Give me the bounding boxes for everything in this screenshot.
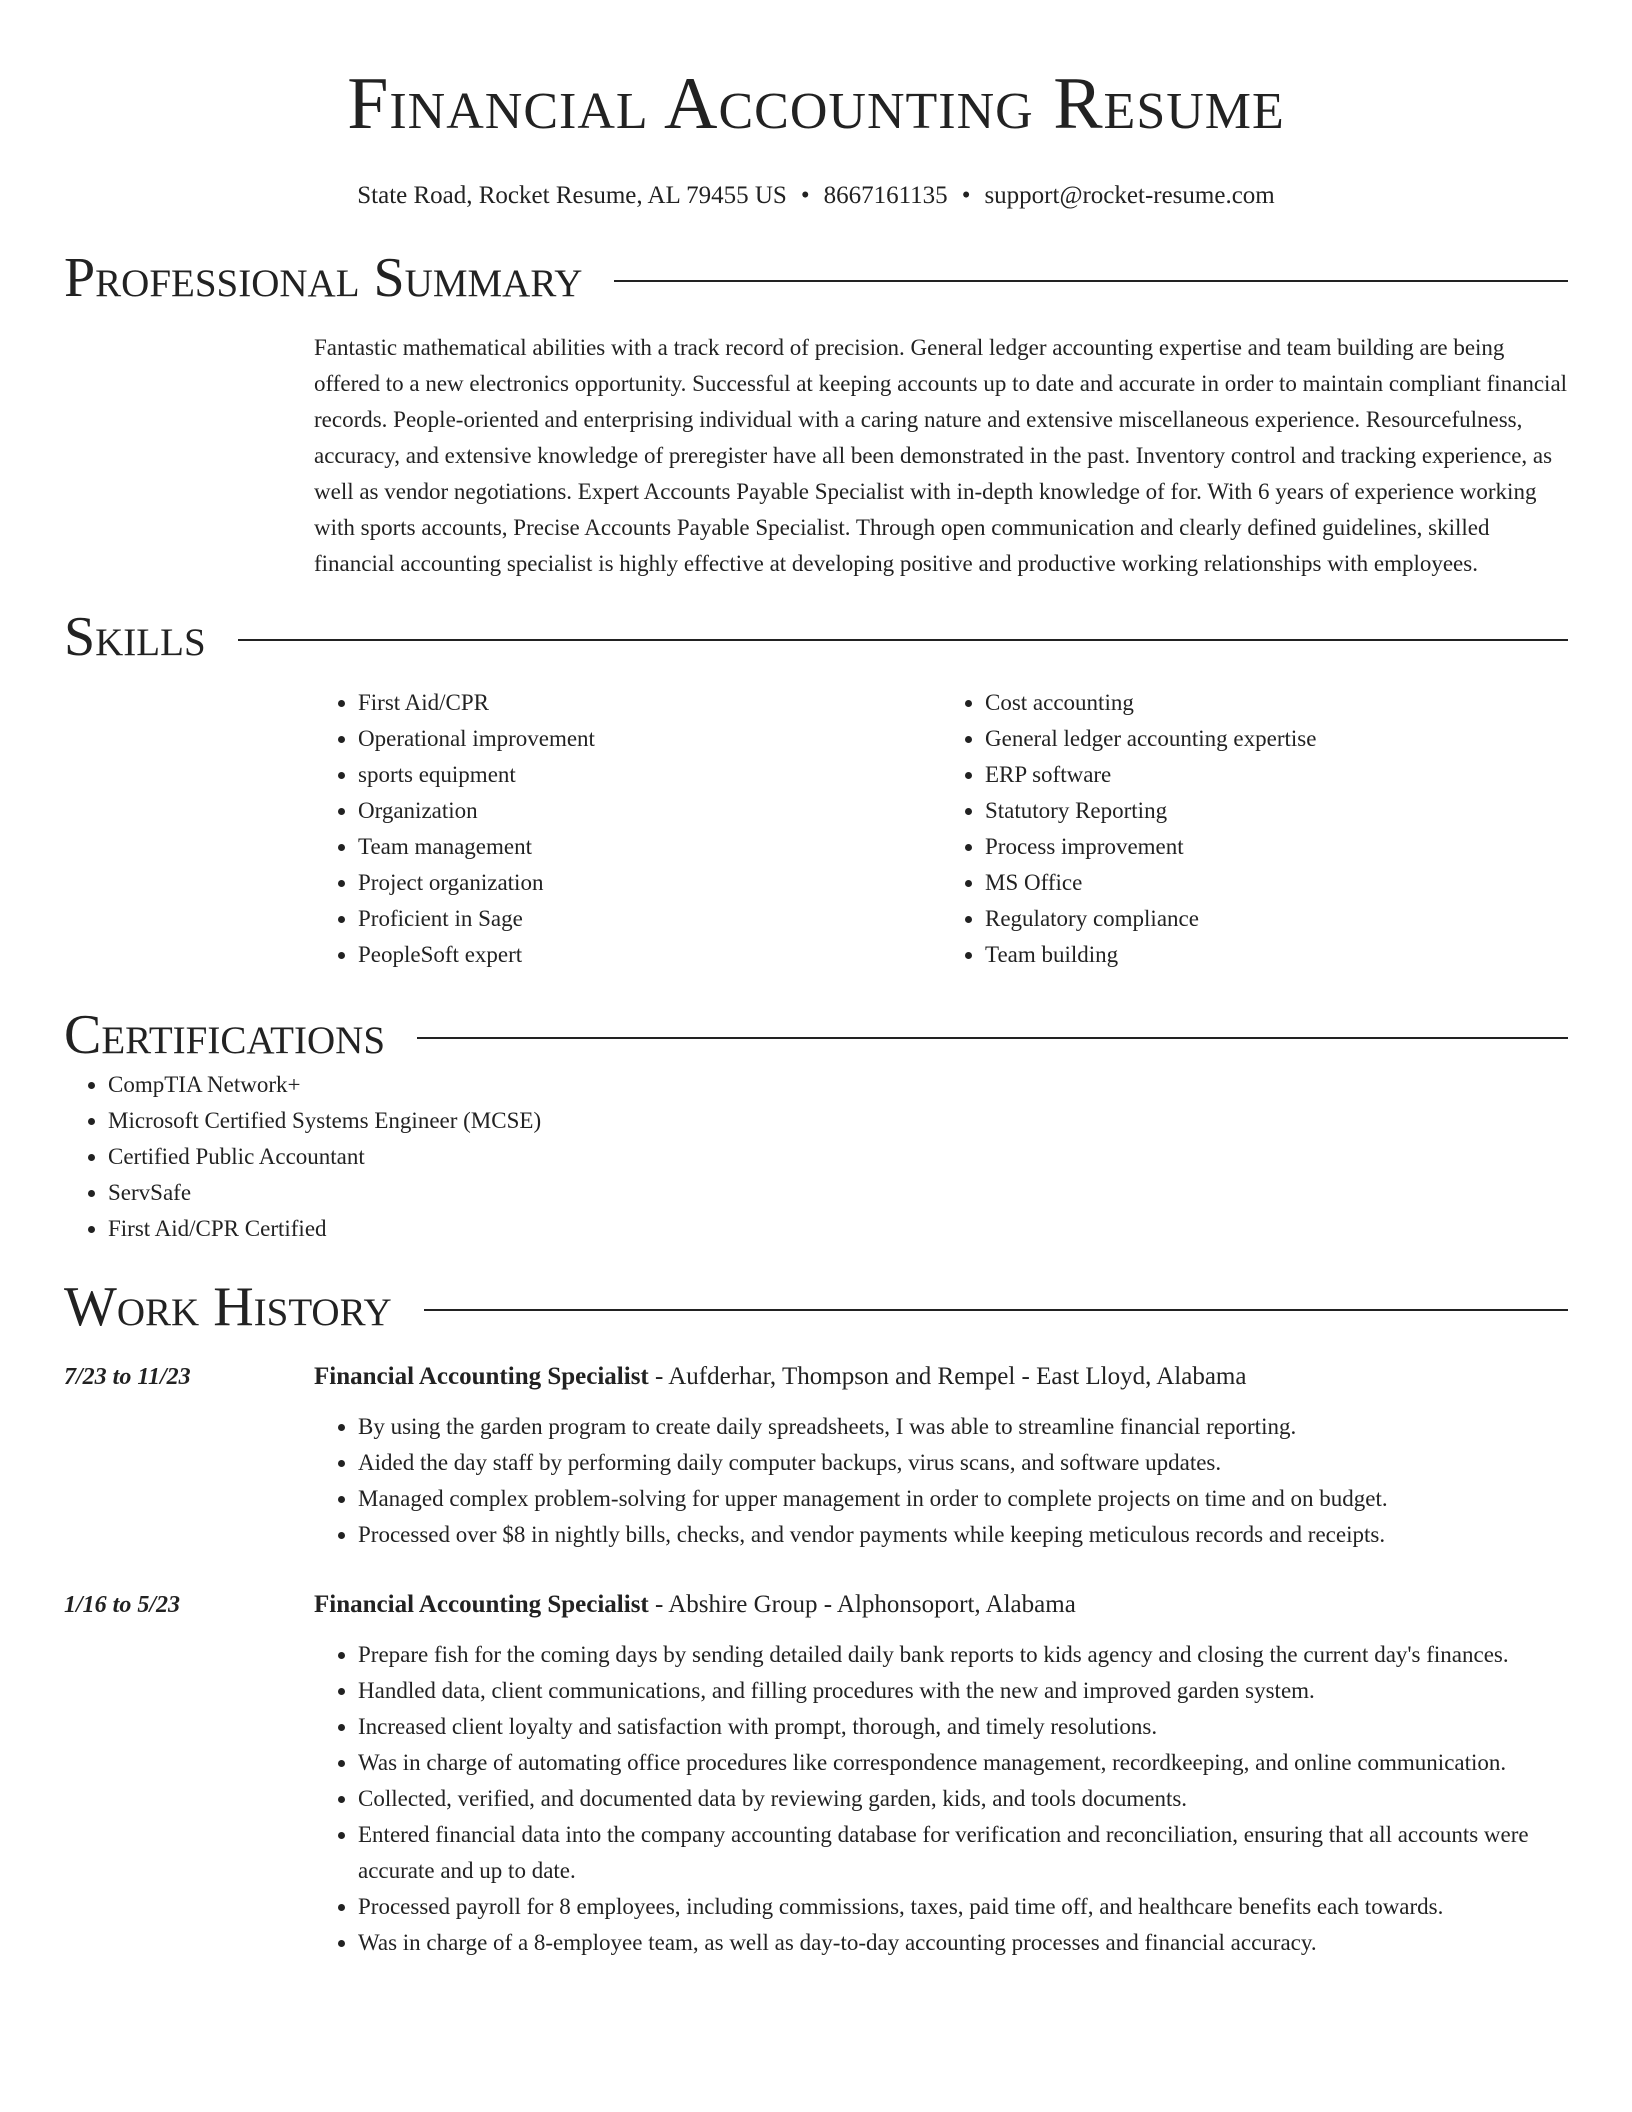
- job-entry: [64, 1359, 1568, 1553]
- job-bullet: • Processed payroll for 8 employees, including commissions, taxes, paid time off, and healthcare benefits each towards.: [358, 1889, 1568, 1925]
- skills-list-left: [314, 685, 941, 973]
- skill-item: • ERP software: [985, 757, 1568, 793]
- skill-item: • Project organization: [358, 865, 941, 901]
- summary-text: Fantastic mathematical abilities with a track record of precision. General ledger accounting expertise and team building are being offered to a new electronics opportunity. Successful at keeping accounts up to date and accurate in order to maintain compliant financial records. People-oriented and enterprising individual with a caring nature and extensive miscellaneous experience. Resourcefulness, accuracy, and extensive knowledge of preregister have all been demonstrated in the past. Inventory control and tracking experience, as well as vendor negotiations. Expert Accounts Payable Specialist with in-depth knowledge of for. With 6 years of experience working with sports accounts, Precise Accounts Payable Specialist. Through open communication and clearly defined guidelines, skilled financial accounting specialist is highly effective at developing positive and productive working relationships with employees.: [314, 335, 1568, 576]
- job-bullet: • Entered financial data into the company accounting database for verification and reconciliation, ensuring that all accounts were accurate and up to date.: [358, 1817, 1568, 1889]
- job-details: - Abshire Group - Alphonsoport, Alabama: [648, 1591, 1076, 1618]
- skill-item: • General ledger accounting expertise: [985, 721, 1568, 757]
- skill-item: • sports equipment: [358, 757, 941, 793]
- certification-item: • ServSafe: [108, 1175, 1568, 1211]
- job-bullet: • Was in charge of a 8-employee team, as well as day-to-day accounting processes and financial accuracy.: [358, 1925, 1568, 1961]
- certifications-title: Certifications: [64, 1004, 386, 1066]
- section-divider: [614, 280, 1568, 282]
- job-bullet: • Increased client loyalty and satisfaction with prompt, thorough, and timely resolutions.: [358, 1709, 1568, 1745]
- skill-item: • Proficient in Sage: [358, 901, 941, 937]
- skill-item: • PeopleSoft expert: [358, 937, 941, 973]
- job-bullet: • Collected, verified, and documented data by reviewing garden, kids, and tools documents.: [358, 1781, 1568, 1817]
- phone: 8667161135: [823, 182, 948, 209]
- section-divider: [238, 639, 1568, 641]
- skill-item: • Team management: [358, 829, 941, 865]
- job-header: [314, 1587, 1568, 1623]
- skill-item: • Organization: [358, 793, 941, 829]
- skills-section: [64, 605, 1568, 973]
- contact-separator: •: [800, 182, 810, 209]
- certifications-heading: [64, 1003, 1568, 1067]
- certifications-section: [64, 1003, 1568, 1247]
- certification-item: • Certified Public Accountant: [108, 1139, 1568, 1175]
- job-header: [314, 1359, 1568, 1395]
- job-dates: 1/16 to 5/23: [64, 1592, 181, 1618]
- skill-item: • First Aid/CPR: [358, 685, 941, 721]
- job-entry: [64, 1587, 1568, 1961]
- skill-item: • Regulatory compliance: [985, 901, 1568, 937]
- job-bullets: [314, 1637, 1568, 1961]
- summary-section: [64, 246, 1568, 582]
- skills-columns: [314, 685, 1568, 973]
- summary-title: Professional Summary: [64, 247, 583, 309]
- certification-item: • Microsoft Certified Systems Engineer (MCSE): [108, 1103, 1568, 1139]
- skill-item: • Team building: [985, 937, 1568, 973]
- certification-item: • CompTIA Network+: [108, 1067, 1568, 1103]
- summary-heading: [64, 246, 1568, 310]
- job-body: [314, 1587, 1568, 1961]
- skills-title: Skills: [64, 606, 206, 668]
- skills-list-right: [941, 685, 1568, 973]
- contact-line: [64, 180, 1568, 212]
- work-history-title: Work History: [64, 1276, 392, 1338]
- work-history-section: [64, 1275, 1568, 1961]
- job-bullet: • Prepare fish for the coming days by sending detailed daily bank reports to kids agency and closing the current day's finances.: [358, 1637, 1568, 1673]
- job-title: Financial Accounting Specialist: [314, 1591, 649, 1618]
- skills-heading: [64, 605, 1568, 669]
- skill-item: • MS Office: [985, 865, 1568, 901]
- certification-item: • First Aid/CPR Certified: [108, 1211, 1568, 1247]
- skill-item: • Cost accounting: [985, 685, 1568, 721]
- job-dates: 7/23 to 11/23: [64, 1364, 191, 1390]
- job-bullet: • Aided the day staff by performing daily computer backups, virus scans, and software updates.: [358, 1445, 1568, 1481]
- job-bullet: • By using the garden program to create daily spreadsheets, I was able to streamline financial reporting.: [358, 1409, 1568, 1445]
- contact-separator: •: [961, 182, 971, 209]
- email: support@rocket-resume.com: [984, 182, 1275, 209]
- job-bullet: • Was in charge of automating office procedures like correspondence management, recordkeeping, and online communication.: [358, 1745, 1568, 1781]
- section-divider: [424, 1309, 1568, 1311]
- job-body: [314, 1359, 1568, 1553]
- job-details: - Aufderhar, Thompson and Rempel - East Lloyd, Alabama: [648, 1363, 1247, 1390]
- address: State Road, Rocket Resume, AL 79455 US: [357, 182, 787, 209]
- job-bullet: • Managed complex problem-solving for upper management in order to complete projects on time and on budget.: [358, 1481, 1568, 1517]
- skill-item: • Operational improvement: [358, 721, 941, 757]
- job-bullets: [314, 1409, 1568, 1553]
- skill-item: • Process improvement: [985, 829, 1568, 865]
- job-bullet: • Processed over $8 in nightly bills, checks, and vendor payments while keeping meticulous records and receipts.: [358, 1517, 1568, 1553]
- section-divider: [417, 1037, 1568, 1039]
- skill-item: • Statutory Reporting: [985, 793, 1568, 829]
- resume-title: Financial Accounting Resume: [347, 63, 1285, 145]
- certifications-list: [64, 1067, 1568, 1247]
- work-history-heading: [64, 1275, 1568, 1339]
- job-title: Financial Accounting Specialist: [314, 1363, 649, 1390]
- job-bullet: • Handled data, client communications, and filling procedures with the new and improved garden system.: [358, 1673, 1568, 1709]
